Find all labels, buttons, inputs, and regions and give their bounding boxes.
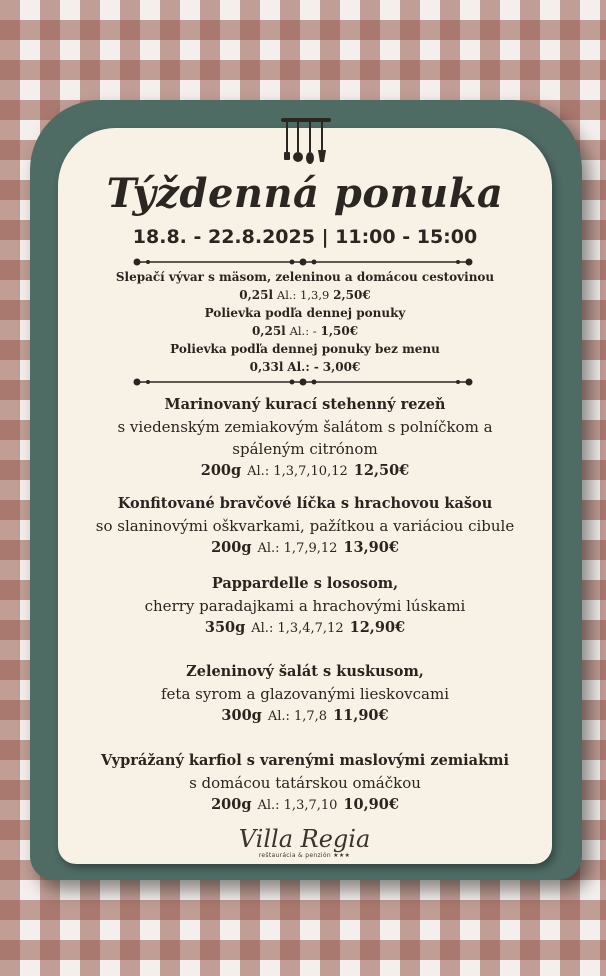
kitchen-utensils-icon	[279, 116, 333, 168]
dish-1-desc: s viedenským zemiakovým šalátom s polníčkom a	[117, 418, 493, 436]
soup-1-meta	[58, 286, 552, 304]
villa-regia-logo	[232, 826, 377, 866]
dish-4-name: Zeleninový šalát s kuskusom,	[186, 663, 424, 680]
dish-1-allergens: Al.: 1,3,7,10,12	[247, 464, 348, 479]
page-title: Týždenná ponuka	[106, 170, 504, 217]
dish-1-name: Marinovaný kurací stehenný rezeň	[164, 396, 446, 413]
logo-subtitle	[232, 852, 377, 859]
dish-1	[58, 394, 552, 483]
dish-5-name: Vyprážaný karfiol s varenými maslovými zemiakmi	[101, 752, 509, 769]
dish-5-allergens: Al.: 1,3,7,10	[257, 798, 338, 813]
soup-3-qty: 0,33l	[249, 360, 284, 374]
dish-5-meta	[58, 794, 552, 817]
dish-1-desc-2: spáleným citrónom	[232, 440, 378, 458]
soup-2-meta	[58, 322, 552, 340]
dish-2-weight: 200g	[211, 539, 252, 556]
dish-4-allergens: Al.: 1,7,8	[267, 709, 328, 724]
dish-4	[58, 661, 552, 728]
dish-5-desc: s domácou tatárskou omáčkou	[189, 774, 421, 792]
dish-2-desc: so slaninovými oškvarkami, pažítkou a variáciou cibule	[95, 517, 515, 535]
dish-4-price: 11,90€	[333, 707, 389, 724]
dish-3-allergens: Al.: 1,3,4,7,12	[251, 621, 344, 636]
logo-subtitle-text: reštaurácia & penzión	[258, 852, 331, 859]
soups-section	[58, 268, 552, 376]
dish-3-desc: cherry paradajkami a hrachovými lúskami	[144, 597, 466, 615]
soup-2-qty: 0,25l	[251, 324, 286, 338]
logo-stars: ★★★	[333, 852, 351, 859]
date-time-range: 18.8. - 22.8.2025 | 11:00 - 15:00	[132, 226, 478, 248]
soup-2-price: 1,50€	[320, 324, 359, 338]
dish-1-weight: 200g	[200, 462, 242, 479]
dish-4-meta	[58, 705, 552, 728]
divider-top	[132, 256, 474, 268]
dish-2-meta	[58, 537, 552, 560]
dish-4-weight: 300g	[221, 707, 262, 724]
dish-4-desc: feta syrom a glazovanými lieskovcami	[161, 685, 449, 703]
dish-2	[58, 493, 552, 560]
dish-1-price: 12,50€	[353, 462, 410, 479]
dish-2-name: Konfitované bravčové líčka s hrachovou kašou	[117, 495, 493, 512]
soup-3-allergens: Al.: -	[287, 360, 319, 374]
dish-5-weight: 200g	[211, 796, 252, 813]
dish-1-meta	[58, 460, 552, 483]
soup-3-meta	[58, 358, 552, 376]
dish-3-name: Pappardelle s lososom,	[211, 575, 399, 592]
soup-3-price: 3,00€	[322, 360, 361, 374]
dish-3-meta	[58, 617, 552, 640]
soup-2-name: Polievka podľa dennej ponuky	[204, 306, 406, 320]
dish-2-price: 13,90€	[343, 539, 399, 556]
dish-3-price: 12,90€	[349, 619, 406, 636]
dish-5	[58, 750, 552, 817]
soup-1-price: 2,50€	[333, 288, 371, 302]
dish-5-price: 10,90€	[343, 796, 399, 813]
soup-2-allergens: Al.: -	[289, 324, 317, 338]
soup-1-allergens: Al.: 1,3,9	[276, 288, 330, 302]
divider-bottom	[132, 376, 474, 388]
soup-3-name: Polievka podľa dennej ponuky bez menu	[170, 342, 440, 356]
logo-name: Villa Regia	[238, 825, 371, 853]
dish-3	[58, 573, 552, 640]
dish-2-allergens: Al.: 1,7,9,12	[257, 541, 338, 556]
soup-1-name: Slepačí vývar s mäsom, zeleninou a domácou cestovinou	[115, 270, 495, 284]
dish-3-weight: 350g	[204, 619, 246, 636]
soup-1-qty: 0,25l	[239, 288, 274, 302]
